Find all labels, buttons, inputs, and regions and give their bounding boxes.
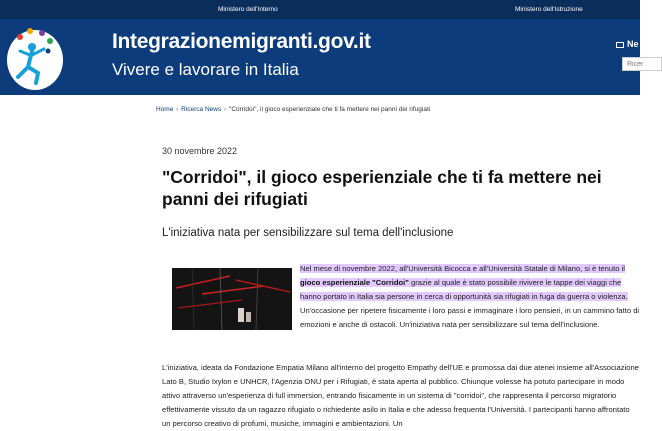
newsletter-label: Ne: [627, 39, 639, 49]
lead-highlight-end: grazie al quale è stato possibile rivivere le tappe dei viaggi che hanno portato in Italia sia persone in cerca di opportunità sia rifugiati in fuga da guerra o violenza.: [300, 278, 628, 301]
search-input[interactable]: [622, 57, 662, 71]
site-logo[interactable]: [6, 23, 64, 91]
breadcrumb-home[interactable]: Home: [156, 106, 174, 113]
article-date: 30 novembre 2022: [162, 146, 238, 156]
site-subtitle: Vivere e lavorare in Italia: [112, 60, 299, 79]
newsletter-link[interactable]: [616, 39, 639, 49]
site-title[interactable]: Integrazionemigranti.gov.it: [112, 30, 371, 53]
site-header: [0, 19, 640, 95]
lead-highlight-start: Nel mese di novembre 2022, all'Università Bicocca e all'Università Statale di Milano, si è tenuto il: [300, 264, 625, 273]
article-lead: [300, 262, 640, 332]
breadcrumb-current: "Corridoi", il gioco esperienziale che ti fa mettere nei panni dei rifugiati: [229, 106, 431, 113]
breadcrumb-separator: ›: [224, 106, 227, 113]
article-subtitle: L'iniziativa nata per sensibilizzare sul tema dell'inclusione: [162, 227, 454, 239]
article-body: L'iniziativa, ideata da Fondazione Empatia Milano all'interno del progetto Empathy dell'UE e promossa dai due atenei insieme all'Associazione Lato B, Studio Ixylon e UNHCR, l'Agenzia ONU per i Rifugiati, è stata aperta al pubblico. Chiunque volesse ha potuto partecipare in modo attivo attraverso un'esperienza di full immersion, entrando fisicamente in un sistema di "corridoi", che rappresenta il percorso migratorio effettivamente vissuto da un ragazzo rifugiato o richiedente asilo in Italia e che adesso frequenta l'Università. I partecipanti hanno affrontato un percorso creativo di profumi, musiche, immagini e ambientazioni. Un: [162, 363, 639, 428]
lead-continuation: Un'occasione per ripetere fisicamente i loro passi e immaginare i loro pensieri, in un cammino fatto di emozioni e anche di ostacoli. Un'iniziativa nata per sensibilizzare sul tema dell'inclusione.: [300, 306, 640, 329]
article-title: "Corridoi", il gioco esperienziale che ti fa mettere nei panni dei rifugiati: [162, 167, 602, 209]
topbar-link-istruzione[interactable]: Ministero dell'Istruzione: [515, 6, 583, 13]
breadcrumb: [156, 106, 430, 113]
breadcrumb-section[interactable]: Ricerca News: [181, 106, 222, 113]
breadcrumb-separator: ›: [176, 106, 179, 113]
lead-highlight-bold: gioco esperienziale "Corridoi": [300, 278, 409, 287]
envelope-icon: [616, 42, 624, 48]
topbar-link-interno[interactable]: Ministero dell'Interno: [218, 6, 278, 13]
article-image: [172, 268, 292, 330]
top-utility-bar: [0, 0, 640, 19]
